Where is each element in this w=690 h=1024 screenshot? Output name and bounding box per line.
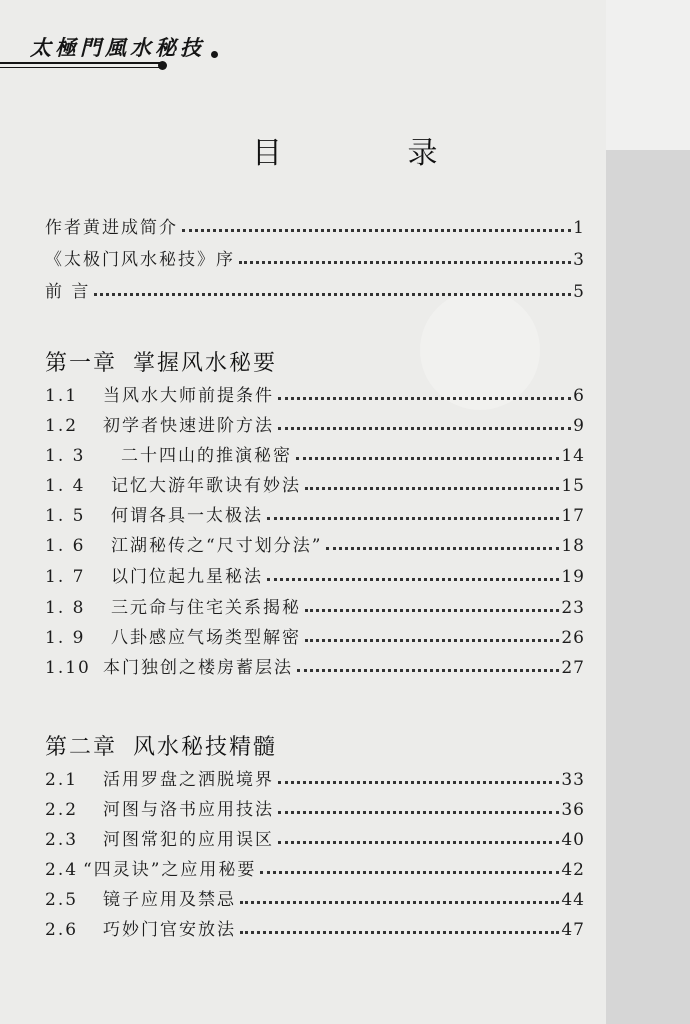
toc-entry (45, 440, 585, 466)
entry-label: 巧妙门官安放法 (103, 920, 236, 940)
entry-page: 19 (561, 567, 585, 587)
entry-page: 27 (561, 658, 585, 678)
section-number: 1.1 (45, 386, 79, 406)
entry-label: 《太极门风水秘技》序 (45, 250, 235, 270)
entry-label: 初学者快速进阶方法 (103, 416, 274, 436)
section-number: 2.3 (45, 830, 79, 850)
toc-entry (45, 914, 585, 940)
chapter-number: 第二章 (45, 735, 118, 760)
entry-label: 何谓各具一太极法 (111, 506, 263, 526)
chapter-title: 风水秘技精髓 (133, 735, 278, 760)
entry-label: 记忆大游年歌诀有妙法 (111, 476, 301, 496)
toc-entry (45, 794, 585, 820)
toc-entry (45, 764, 585, 790)
entry-page: 44 (561, 890, 585, 910)
entry-label: 三元命与住宅关系揭秘 (111, 598, 301, 618)
entry-page: 15 (561, 476, 585, 496)
leader-dots (278, 781, 559, 784)
leader-dots (267, 578, 559, 581)
entry-label: 八卦感应气场类型解密 (111, 628, 301, 648)
leader-dots (182, 229, 571, 232)
toc-entry (45, 410, 585, 436)
leader-dots (278, 811, 559, 814)
entry-page: 6 (573, 386, 585, 406)
entry-page: 42 (561, 860, 585, 880)
leader-dots (260, 871, 559, 874)
running-header-title: 太極門風水秘技 (30, 35, 205, 60)
section-number: 1. 6 (45, 536, 86, 556)
leader-dots (326, 547, 559, 550)
section-number: 1. 9 (45, 628, 86, 648)
toc-title: 目 录 (252, 136, 496, 171)
header-dot (158, 61, 167, 70)
entry-label: 江湖秘传之“尺寸划分法” (111, 536, 323, 556)
leader-dots (305, 487, 559, 490)
leader-dots (239, 261, 571, 264)
header-rule-thin (0, 67, 162, 68)
entry-page: 26 (561, 628, 585, 648)
chapter-title: 掌握风水秘要 (133, 351, 278, 376)
entry-page: 14 (561, 446, 585, 466)
section-number: 1.2 (45, 416, 79, 436)
leader-dots (296, 457, 559, 460)
entry-page: 40 (561, 830, 585, 850)
entry-label: 二十四山的推演秘密 (121, 446, 292, 466)
section-number: 1. 3 (45, 446, 86, 466)
entry-page: 36 (561, 800, 585, 820)
entry-label: 镜子应用及禁忌 (103, 890, 236, 910)
toc-entry (45, 244, 585, 270)
toc-entry (45, 622, 585, 648)
entry-label: 当风水大师前提条件 (103, 386, 274, 406)
entry-page: 9 (573, 416, 585, 436)
leader-dots (240, 901, 559, 904)
entry-page: 47 (561, 920, 585, 940)
section-number: 2.1 (45, 770, 79, 790)
entry-page: 17 (561, 506, 585, 526)
entry-label: 活用罗盘之洒脱境界 (103, 770, 274, 790)
toc-entry (45, 276, 585, 302)
entry-label: 以门位起九星秘法 (111, 567, 263, 587)
entry-page: 33 (561, 770, 585, 790)
leader-dots (94, 293, 571, 296)
entry-label: “四灵诀”之应用秘要 (83, 860, 257, 880)
header-rule (0, 62, 162, 64)
toc-entry (45, 592, 585, 618)
entry-page: 1 (573, 218, 585, 238)
section-number: 1. 4 (45, 476, 86, 496)
chapter-heading (45, 730, 293, 761)
toc-entry (45, 380, 585, 406)
section-number: 2.2 (45, 800, 79, 820)
entry-page: 5 (573, 282, 585, 302)
entry-page: 18 (561, 536, 585, 556)
toc-entry (45, 884, 585, 910)
section-number: 1. 5 (45, 506, 86, 526)
leader-dots (278, 841, 559, 844)
section-number: 1.10 (45, 658, 91, 678)
toc-entry (45, 500, 585, 526)
toc-entry (45, 530, 585, 556)
entry-label: 河图与洛书应用技法 (103, 800, 274, 820)
entry-label: 河图常犯的应用误区 (103, 830, 274, 850)
section-number: 2.4 (45, 860, 79, 880)
scan-background (606, 0, 690, 150)
entry-page: 3 (573, 250, 585, 270)
section-number: 2.5 (45, 890, 79, 910)
chapter-heading (45, 346, 293, 377)
leader-dots (267, 517, 559, 520)
toc-entry (45, 212, 585, 238)
leader-dots (305, 609, 559, 612)
leader-dots (278, 427, 571, 430)
header-dot-small (211, 51, 218, 58)
toc-entry (45, 652, 585, 678)
toc-entry (45, 854, 585, 880)
entry-label: 作者黄进成简介 (45, 218, 178, 238)
section-number: 1. 7 (45, 567, 86, 587)
section-number: 2.6 (45, 920, 79, 940)
entry-label: 本门独创之楼房蓄层法 (103, 658, 293, 678)
section-number: 1. 8 (45, 598, 86, 618)
leader-dots (297, 669, 559, 672)
toc-entry (45, 561, 585, 587)
leader-dots (305, 639, 559, 642)
leader-dots (240, 931, 559, 934)
toc-entry (45, 470, 585, 496)
entry-page: 23 (561, 598, 585, 618)
toc-entry (45, 824, 585, 850)
entry-label: 前 言 (45, 282, 91, 302)
leader-dots (278, 397, 571, 400)
chapter-number: 第一章 (45, 351, 118, 376)
